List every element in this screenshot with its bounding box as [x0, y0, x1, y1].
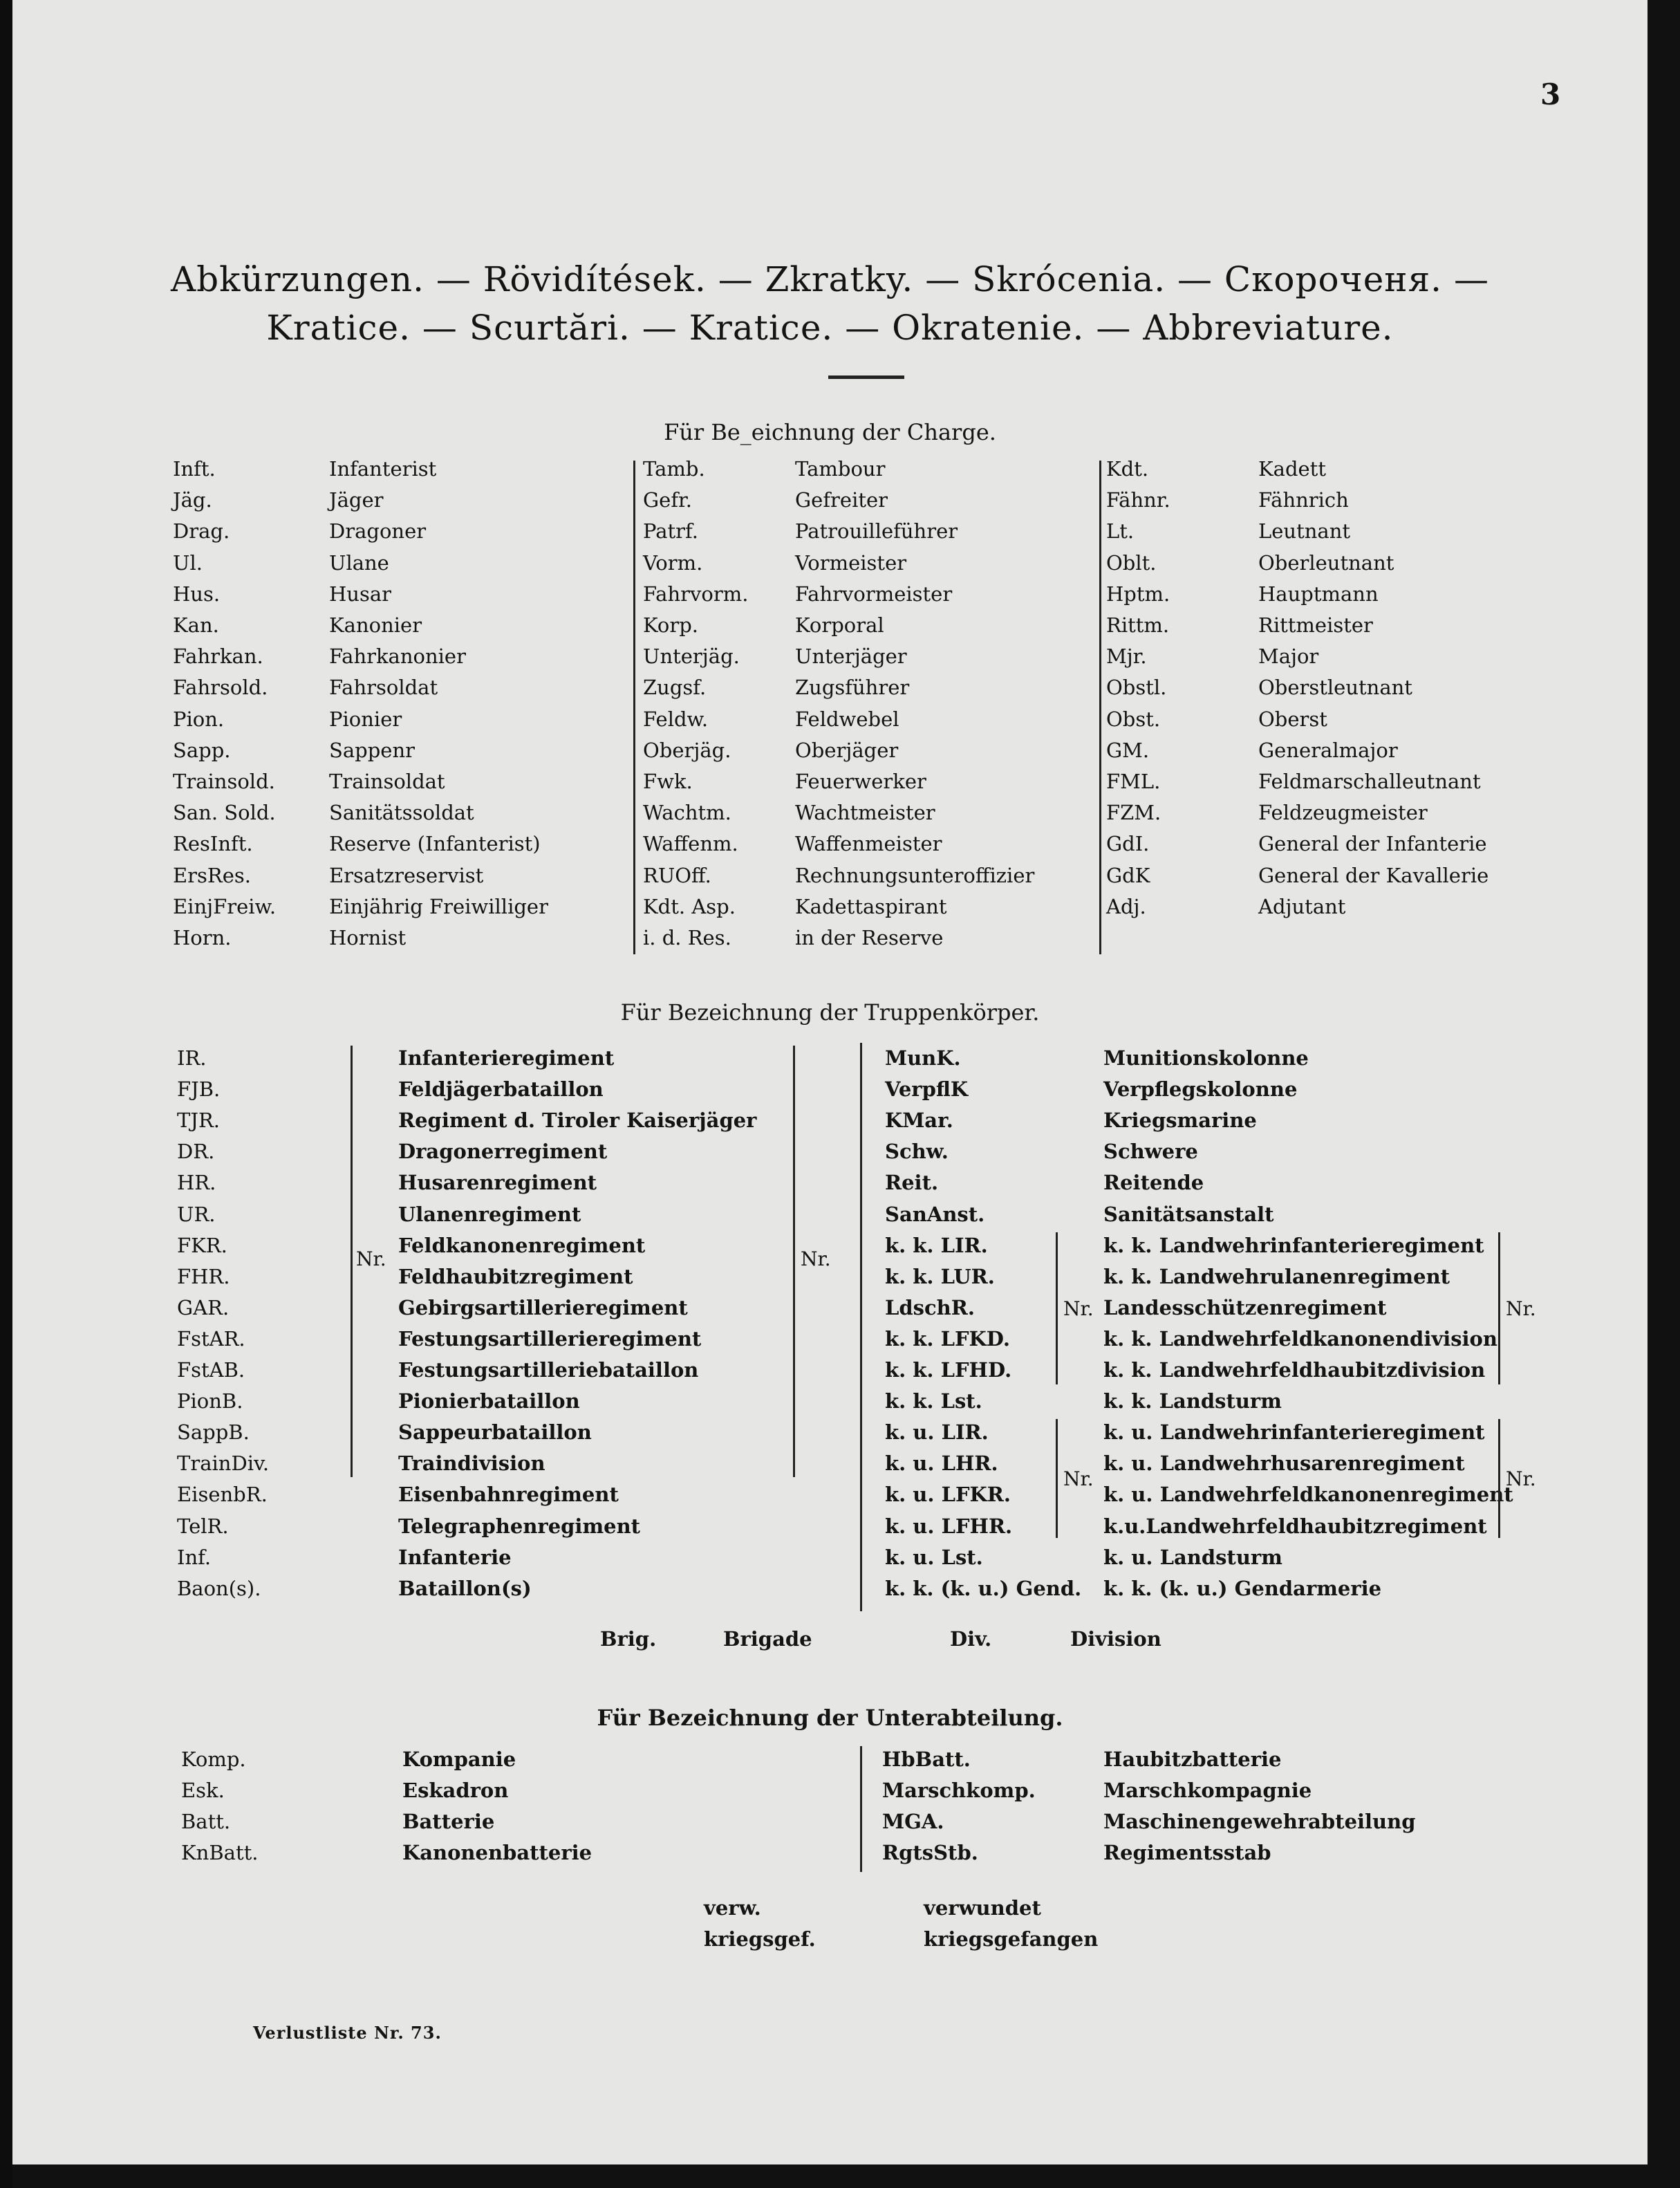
expansion: Kanonenbatterie — [402, 1841, 592, 1864]
expansion: General der Infanterie — [1258, 832, 1487, 855]
expansion: Oberst — [1258, 707, 1327, 731]
left-border — [0, 0, 12, 2188]
expansion: Jäger — [329, 488, 384, 512]
expansion: Feldwebel — [795, 707, 899, 731]
expansion: Husar — [329, 582, 392, 606]
abbreviation: Marschkomp. — [882, 1779, 1036, 1802]
expansion: Eskadron — [402, 1779, 509, 1802]
bracket — [1492, 1419, 1500, 1538]
expansion: Kanonier — [329, 613, 422, 637]
expansion: k. u. Landwehrfeldkanonenregiment — [1103, 1483, 1513, 1506]
abbreviation: Sapp. — [173, 739, 231, 762]
expansion: Batterie — [402, 1810, 495, 1833]
expansion: k. k. (k. u.) Gendarmerie — [1103, 1577, 1382, 1600]
abbreviation: Obstl. — [1106, 676, 1167, 699]
expansion: Pionier — [329, 707, 402, 731]
abbreviation: Mjr. — [1106, 645, 1147, 668]
abbreviation: FML. — [1106, 770, 1161, 793]
expansion: Haubitzbatterie — [1103, 1747, 1282, 1771]
abbreviation: MGA. — [882, 1810, 944, 1833]
expansion: Dragonerregiment — [398, 1140, 608, 1163]
expansion: Feldzeugmeister — [1258, 801, 1428, 824]
expansion: Zugsführer — [795, 676, 910, 699]
expansion: k.u.Landwehrfeldhaubitzregiment — [1103, 1514, 1487, 1538]
expansion: Generalmajor — [1258, 739, 1398, 762]
abbreviation: Kdt. Asp. — [643, 895, 736, 918]
abbreviation: Fahrkan. — [173, 645, 263, 668]
expansion: Kadett — [1258, 457, 1326, 481]
expansion: Festungsartillerieregiment — [398, 1327, 702, 1351]
expansion: Munitionskolonne — [1103, 1046, 1309, 1070]
abbreviation: Gefr. — [643, 488, 692, 512]
expansion: Korporal — [795, 613, 884, 637]
abbreviation: HbBatt. — [882, 1747, 971, 1771]
abbreviation: EinjFreiw. — [173, 895, 277, 918]
abbreviation: k. u. LFKR. — [885, 1483, 1011, 1506]
expansion: Ulanenregiment — [398, 1203, 581, 1226]
document-page — [12, 0, 1648, 2164]
number-label: Nr. — [1506, 1467, 1536, 1490]
truppen-heading: Für Bezeichnung der Truppenkörper. — [620, 999, 1040, 1026]
abbreviation: DR. — [177, 1140, 215, 1163]
abbreviation: Ul. — [173, 551, 203, 575]
abbreviation: Baon(s). — [177, 1577, 261, 1600]
expansion: Gebirgsartillerieregiment — [398, 1296, 688, 1319]
abbreviation: Pion. — [173, 707, 225, 731]
abbreviation: Patrf. — [643, 519, 698, 543]
expansion: Bataillon(s) — [398, 1577, 532, 1600]
expansion: Rechnungsunteroffizier — [795, 864, 1035, 887]
abbreviation: Jäg. — [173, 488, 212, 512]
abbreviation: Obst. — [1106, 707, 1161, 731]
expansion: k. k. Landwehrulanenregiment — [1103, 1265, 1450, 1288]
abbreviation: Fahrvorm. — [643, 582, 749, 606]
expansion: Kadettaspirant — [795, 895, 947, 918]
abbreviation: Adj. — [1106, 895, 1146, 918]
abbreviation: PionB. — [177, 1389, 243, 1413]
abbreviation: Horn. — [173, 926, 232, 949]
expansion: Schwere — [1103, 1140, 1198, 1163]
abbreviation: FHR. — [177, 1265, 230, 1288]
expansion: Feldkanonenregiment — [398, 1234, 646, 1257]
abbreviation: Kdt. — [1106, 457, 1149, 481]
abbreviation: Reit. — [885, 1171, 939, 1194]
abbreviation: Fahrsold. — [173, 676, 268, 699]
abbreviation: k. u. LIR. — [885, 1420, 989, 1444]
abbreviation: GM. — [1106, 739, 1150, 762]
expansion: k. u. Landwehrhusarenregiment — [1103, 1452, 1465, 1475]
abbreviation: kriegsgef. — [704, 1927, 816, 1951]
expansion: Vormeister — [795, 551, 907, 575]
expansion: Oberleutnant — [1258, 551, 1394, 575]
abbreviation: San. Sold. — [173, 801, 276, 824]
expansion: Maschinengewehrabteilung — [1103, 1810, 1416, 1833]
number-label: Nr. — [1506, 1297, 1536, 1320]
abbreviation: FJB. — [177, 1077, 221, 1101]
expansion: verwundet — [924, 1896, 1041, 1920]
expansion: Infanterieregiment — [398, 1046, 615, 1070]
title-line-1: Abkürzungen. — Rövidítések. — Zkratky. — Skrócenia. — Скороченя. — — [171, 259, 1489, 299]
abbreviation: k. k. LFKD. — [885, 1327, 1010, 1351]
expansion: Infanterie — [398, 1546, 512, 1569]
abbreviation: i. d. Res. — [643, 926, 731, 949]
expansion: Fahrkanonier — [329, 645, 466, 668]
abbreviation: UR. — [177, 1203, 216, 1226]
abbreviation: LdschR. — [885, 1296, 975, 1319]
divider-line — [633, 461, 635, 954]
abbreviation: EisenbR. — [177, 1483, 268, 1506]
abbreviation: k. k. LUR. — [885, 1265, 995, 1288]
expansion: Regiment d. Tiroler Kaiserjäger — [398, 1109, 757, 1132]
expansion: Regimentsstab — [1103, 1841, 1271, 1864]
abbreviation: TelR. — [177, 1514, 229, 1538]
abbreviation: k. k. LFHD. — [885, 1358, 1012, 1382]
expansion: Kompanie — [402, 1747, 516, 1771]
abbreviation: Zugsf. — [643, 676, 707, 699]
bracket — [1049, 1232, 1058, 1384]
abbreviation: k. k. LIR. — [885, 1234, 988, 1257]
abbreviation: Korp. — [643, 613, 698, 637]
expansion: Waffenmeister — [795, 832, 942, 855]
abbreviation: Fähnr. — [1106, 488, 1170, 512]
expansion: Hornist — [329, 926, 407, 949]
expansion: Dragoner — [329, 519, 427, 543]
expansion: Festungsartilleriebataillon — [398, 1358, 699, 1382]
abbreviation: RUOff. — [643, 864, 711, 887]
abbreviation: Komp. — [181, 1747, 246, 1771]
abbreviation: Lt. — [1106, 519, 1135, 543]
expansion: Telegraphenregiment — [398, 1514, 641, 1538]
bracket — [1492, 1232, 1500, 1384]
abbreviation: Wachtm. — [643, 801, 731, 824]
expansion: Fahrvormeister — [795, 582, 953, 606]
abbreviation: Hptm. — [1106, 582, 1170, 606]
expansion: Traindivision — [398, 1452, 545, 1475]
abbreviation: k. u. Lst. — [885, 1546, 983, 1569]
expansion: Patrouilleführer — [795, 519, 958, 543]
divider-line — [1099, 461, 1101, 954]
abbreviation: ResInft. — [173, 832, 253, 855]
expansion: Reitende — [1103, 1171, 1204, 1194]
expansion: Major — [1258, 645, 1319, 668]
title-rule — [828, 376, 904, 379]
abbreviation: IR. — [177, 1046, 207, 1070]
expansion: Unterjäger — [795, 645, 907, 668]
expansion: Oberjäger — [795, 739, 899, 762]
expansion: k. u. Landwehrinfanterieregiment — [1103, 1420, 1485, 1444]
abbreviation: Div. — [950, 1627, 992, 1651]
abbreviation: Esk. — [181, 1779, 225, 1802]
abbreviation: TJR. — [177, 1109, 221, 1132]
abbreviation: Schw. — [885, 1140, 949, 1163]
expansion: Landesschützenregiment — [1103, 1296, 1387, 1319]
expansion: Sanitätssoldat — [329, 801, 474, 824]
expansion: in der Reserve — [795, 926, 944, 949]
abbreviation: Kan. — [173, 613, 219, 637]
page-number: 3 — [1540, 77, 1561, 111]
expansion: Infanterist — [329, 457, 437, 481]
abbreviation: FstAR. — [177, 1327, 245, 1351]
number-label: Nr. — [356, 1248, 386, 1270]
expansion: Fahrsoldat — [329, 676, 438, 699]
expansion: Oberstleutnant — [1258, 676, 1412, 699]
expansion: Sappeurbataillon — [398, 1420, 592, 1444]
number-label: Nr. — [801, 1248, 831, 1270]
expansion: k. u. Landsturm — [1103, 1546, 1282, 1569]
expansion: kriegsgefangen — [924, 1927, 1099, 1951]
unter-heading: Für Bezeichnung der Unterabteilung. — [597, 1705, 1063, 1731]
expansion: Ulane — [329, 551, 389, 575]
expansion: Feldjägerbataillon — [398, 1077, 604, 1101]
expansion: Reserve (Infanterist) — [329, 832, 541, 855]
abbreviation: GAR. — [177, 1296, 230, 1319]
abbreviation: Oberjäg. — [643, 739, 731, 762]
divider-line — [860, 1746, 862, 1872]
abbreviation: Rittm. — [1106, 613, 1170, 637]
expansion: Sanitätsanstalt — [1103, 1203, 1274, 1226]
footer-note: Verlustliste Nr. 73. — [253, 2023, 442, 2043]
expansion: Sappenr — [329, 739, 415, 762]
expansion: Pionierbataillon — [398, 1389, 580, 1413]
expansion: Verpflegskolonne — [1103, 1077, 1298, 1101]
divider-line — [860, 1043, 862, 1611]
expansion: Feldhaubitzregiment — [398, 1265, 633, 1288]
number-label: Nr. — [1063, 1297, 1094, 1320]
abbreviation: FZM. — [1106, 801, 1161, 824]
expansion: Trainsoldat — [329, 770, 445, 793]
abbreviation: k. k. (k. u.) Gend. — [885, 1577, 1082, 1600]
expansion: k. k. Landwehrinfanterieregiment — [1103, 1234, 1484, 1257]
expansion: k. k. Landsturm — [1103, 1389, 1282, 1413]
expansion: Fähnrich — [1258, 488, 1349, 512]
expansion: Einjährig Freiwilliger — [329, 895, 548, 918]
expansion: Husarenregiment — [398, 1171, 597, 1194]
abbreviation: Brig. — [600, 1627, 657, 1651]
abbreviation: HR. — [177, 1171, 216, 1194]
abbreviation: verw. — [704, 1896, 761, 1920]
expansion: k. k. Landwehrfeldhaubitzdivision — [1103, 1358, 1486, 1382]
abbreviation: Trainsold. — [173, 770, 275, 793]
abbreviation: Inft. — [173, 457, 216, 481]
expansion: General der Kavallerie — [1258, 864, 1489, 887]
charge-heading: Für Be_eichnung der Charge. — [664, 419, 996, 445]
abbreviation: Waffenm. — [643, 832, 738, 855]
expansion: Gefreiter — [795, 488, 888, 512]
bracket — [344, 1046, 353, 1477]
abbreviation: SanAnst. — [885, 1203, 985, 1226]
abbreviation: Inf. — [177, 1546, 212, 1569]
abbreviation: k. k. Lst. — [885, 1389, 982, 1413]
expansion: Kriegsmarine — [1103, 1109, 1257, 1132]
abbreviation: VerpflK — [885, 1077, 969, 1101]
abbreviation: KMar. — [885, 1109, 953, 1132]
abbreviation: Drag. — [173, 519, 230, 543]
abbreviation: ErsRes. — [173, 864, 252, 887]
abbreviation: Feldw. — [643, 707, 709, 731]
expansion: Tambour — [795, 457, 886, 481]
abbreviation: TrainDiv. — [177, 1452, 270, 1475]
abbreviation: Oblt. — [1106, 551, 1157, 575]
expansion: Leutnant — [1258, 519, 1351, 543]
expansion: Division — [1070, 1627, 1161, 1651]
expansion: Feuerwerker — [795, 770, 926, 793]
expansion: Brigade — [723, 1627, 812, 1651]
abbreviation: GdK — [1106, 864, 1150, 887]
expansion: Wachtmeister — [795, 801, 935, 824]
title-line-2: Kratice. — Scurtări. — Kratice. — Okratenie. — Abbreviature. — [266, 308, 1394, 348]
expansion: Rittmeister — [1258, 613, 1373, 637]
abbreviation: Batt. — [181, 1810, 231, 1833]
expansion: Hauptmann — [1258, 582, 1379, 606]
abbreviation: Unterjäg. — [643, 645, 740, 668]
abbreviation: RgtsStb. — [882, 1841, 978, 1864]
bracket — [787, 1046, 795, 1477]
abbreviation: k. u. LFHR. — [885, 1514, 1013, 1538]
number-label: Nr. — [1063, 1467, 1094, 1490]
abbreviation: FstAB. — [177, 1358, 245, 1382]
abbreviation: Vorm. — [643, 551, 703, 575]
expansion: Eisenbahnregiment — [398, 1483, 619, 1506]
abbreviation: Tamb. — [643, 457, 705, 481]
expansion: Adjutant — [1258, 895, 1346, 918]
abbreviation: Hus. — [173, 582, 221, 606]
abbreviation: Fwk. — [643, 770, 693, 793]
expansion: Marschkompagnie — [1103, 1779, 1312, 1802]
expansion: k. k. Landwehrfeldkanonendivision — [1103, 1327, 1497, 1351]
abbreviation: k. u. LHR. — [885, 1452, 998, 1475]
expansion: Ersatzreservist — [329, 864, 484, 887]
abbreviation: MunK. — [885, 1046, 961, 1070]
abbreviation: GdI. — [1106, 832, 1150, 855]
abbreviation: SappB. — [177, 1420, 250, 1444]
expansion: Feldmarschalleutnant — [1258, 770, 1481, 793]
bracket — [1049, 1419, 1058, 1538]
abbreviation: FKR. — [177, 1234, 227, 1257]
abbreviation: KnBatt. — [181, 1841, 259, 1864]
